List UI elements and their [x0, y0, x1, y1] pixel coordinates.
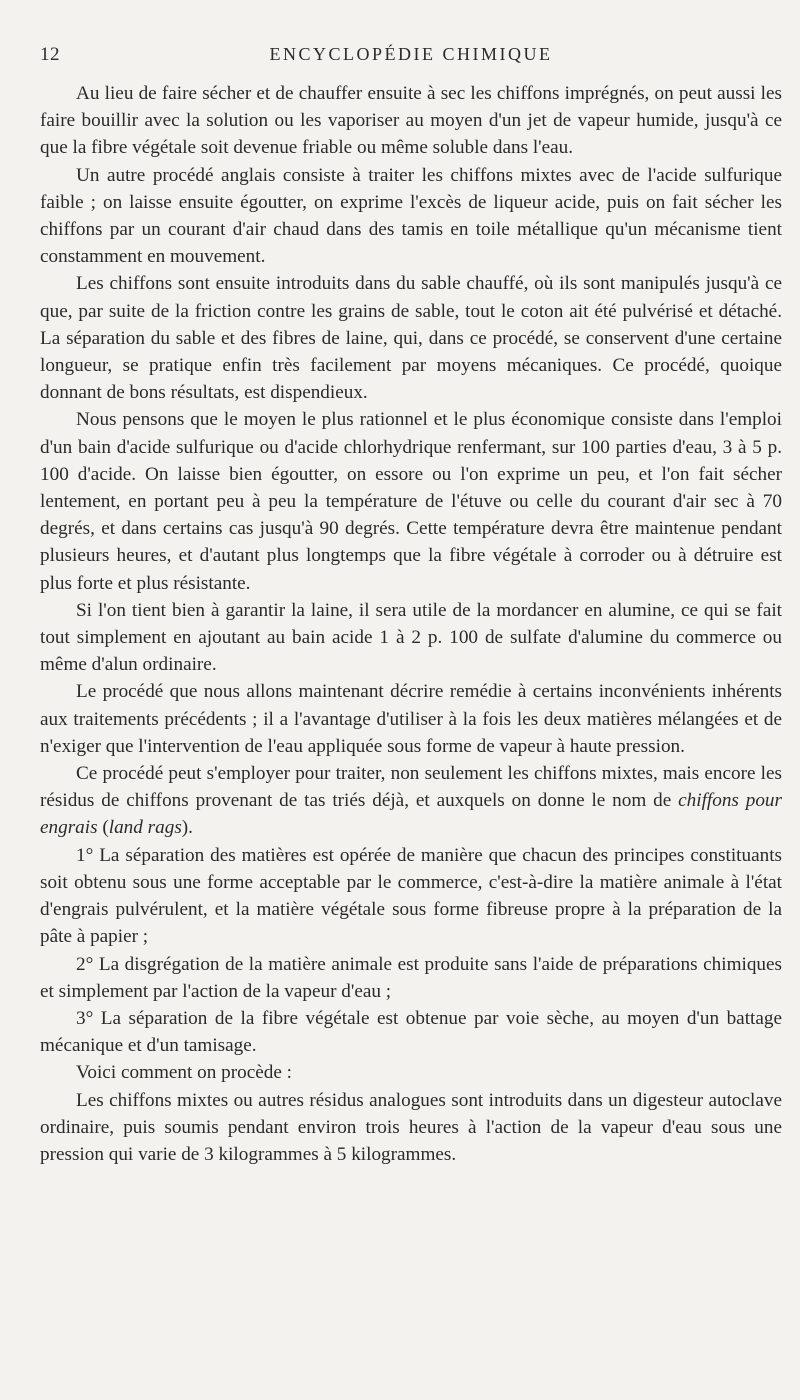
list-item-1: 1° La séparation des matières est opérée de manière que chacun des principes constituants soit obtenu sous une forme acceptable par le commerce, c'est-à-dire la matière animale à l'état d'engrais pulvérulent, et la matière végétale sous forme fibreuse propre à la préparation de la pâte à papier ;: [40, 844, 782, 948]
paragraph: Les chiffons mixtes ou autres résidus analogues sont introduits dans un digesteur autoclave ordinaire, puis soumis pendant environ trois heures à l'action de la vapeur d'eau sous une pression qui varie de 3 kilogrammes à 5 kilogrammes.: [40, 1089, 782, 1165]
page-number: 12: [40, 44, 60, 65]
paragraph: Un autre procédé anglais consiste à traiter les chiffons mixtes avec de l'acide sulfurique faible ; on laisse ensuite égoutter, on exprime l'excès de liqueur acide, puis on fait sécher les chiffons par un courant d'air chaud dans des tamis en toile métallique qu'un mécanisme tient constamment en mouvement.: [40, 164, 782, 268]
running-title: ENCYCLOPÉDIE CHIMIQUE: [269, 44, 553, 64]
paragraph: Si l'on tient bien à garantir la laine, il sera utile de la mordancer en alumine, ce qui se fait tout simplement en ajoutant au bain acide 1 à 2 p. 100 de sulfate d'alumine du commerce ou même d'alun ordinaire.: [40, 599, 782, 676]
list-item-2: 2° La disgrégation de la matière animale est produite sans l'aide de préparations chimiques et simplement par l'action de la vapeur d'eau ;: [40, 953, 782, 1002]
body-text: [40, 80, 782, 1168]
paragraph: Au lieu de faire sécher et de chauffer ensuite à sec les chiffons imprégnés, on peut aussi les faire bouillir avec la solution ou les vaporiser au moyen d'un jet de vapeur humide, jusqu'à ce que la fibre végétale soit devenue friable ou même soluble dans l'eau.: [40, 83, 782, 159]
paragraph: Nous pensons que le moyen le plus rationnel et le plus économique consiste dans l'emploi d'un bain d'acide sulfurique ou d'acide chlorhydrique renfermant, sur 100 parties d'eau, 3 à 5 p. 100 d'acide. On laisse bien égoutter, on essore ou l'on exprime un peu, et l'on fait sécher lentement, en portant peu à peu la température de l'étuve ou celle du courant d'air sec à 70 degrés, et dans certains cas jusqu'à 90 degrés. Cette température devra être maintenue pendant plusieurs heures, et d'autant plus longtemps que la fibre végétale à corroder ou à détruire est plus forte et plus résistante.: [40, 409, 782, 594]
page-header: [40, 40, 782, 68]
italic-term: chiffons pour engrais: [40, 790, 782, 839]
paragraph: Les chiffons sont ensuite introduits dans du sable chauffé, où ils sont manipulés jusqu'à ce que, par suite de la friction contre les grains de sable, tout le coton ait été pulvérisé et détaché. La séparation du sable et des fibres de laine, qui, dans ce procédé, se conservent d'une certaine longueur, se pratique enfin très facilement par moyens mécaniques. Ce procédé, quoique donnant de bons résultats, est dispendieux.: [40, 273, 782, 404]
list-item-3: 3° La séparation de la fibre végétale est obtenue par voie sèche, au moyen d'un battage mécanique et d'un tamisage.: [40, 1007, 782, 1057]
paragraph: Le procédé que nous allons maintenant décrire remédie à certains inconvénients inhérents aux traitements précédents ; il a l'avantage d'utiliser à la fois les deux matières mélangées et de n'exiger que l'intervention de l'eau appliquée sous forme de vapeur à haute pression.: [40, 681, 782, 757]
text-run: ).: [181, 817, 193, 839]
paragraph-land-rags: [40, 760, 782, 842]
text-run: Ce procédé peut s'employer pour traiter, non seulement les chiffons mixtes, mais encore les résidus de chiffons provenant de tas triés déjà, et auxquels on donne le nom de: [40, 763, 782, 812]
text-run: (: [97, 817, 109, 839]
paragraph: Voici comment on procède :: [76, 1062, 292, 1084]
italic-term: land rags: [108, 817, 182, 839]
